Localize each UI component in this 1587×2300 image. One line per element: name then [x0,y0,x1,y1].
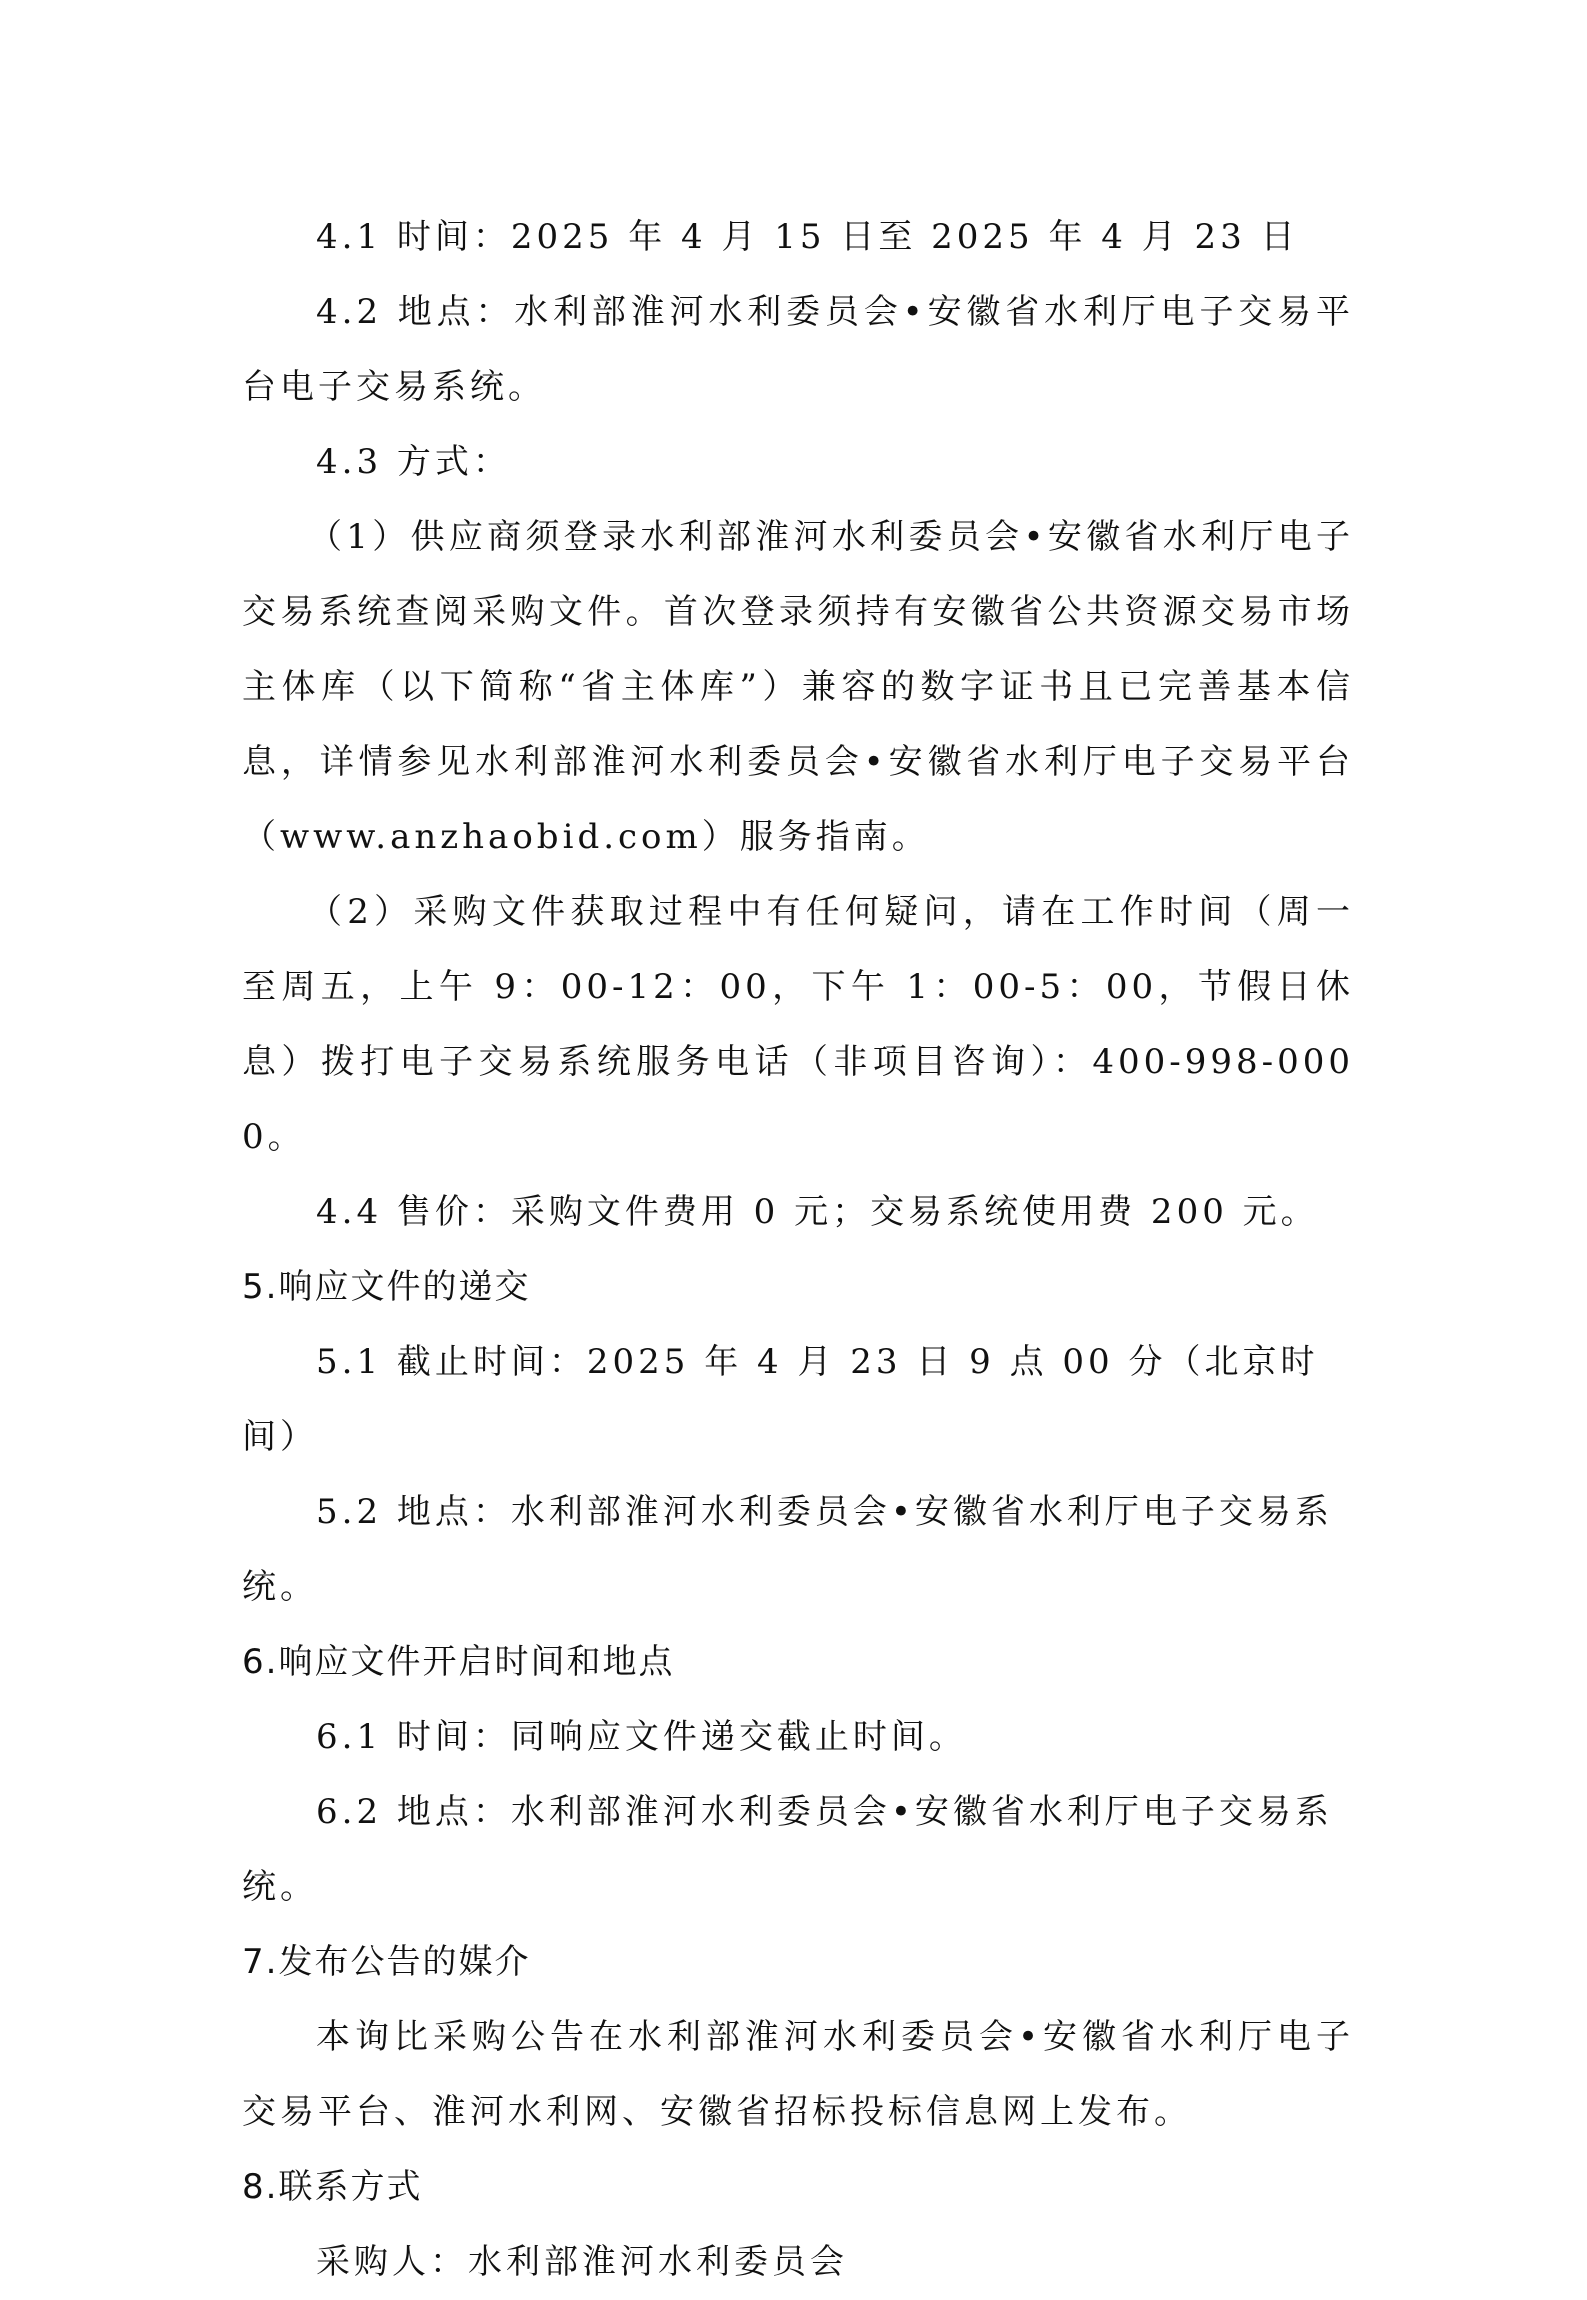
section-7-heading: 7.发布公告的媒介 [242,1942,531,1982]
section-4-3-item-2: （2）采购文件获取过程中有任何疑问，请在工作时间（周一至周五，上午 9：00-12：00，下午 1：00-5：00，节假日休息）拨打电子交易系统服务电话（非项目咨询）：400-998-0000。 [242,892,1354,1157]
document-body [242,200,1354,2300]
section-4-2-location: 4.2 地点：水利部淮河水利委员会•安徽省水利厅电子交易平台电子交易系统。 [242,292,1354,407]
section-6-heading: 6.响应文件开启时间和地点 [242,1642,675,1682]
section-5-heading: 5.响应文件的递交 [242,1267,531,1307]
section-5-2-location: 5.2 地点：水利部淮河水利委员会•安徽省水利厅电子交易系统。 [242,1492,1333,1607]
section-8-heading: 8.联系方式 [242,2167,423,2207]
section-4-3-item-1: （1）供应商须登录水利部淮河水利委员会•安徽省水利厅电子交易系统查阅采购文件。首次登录须持有安徽省公共资源交易市场主体库（以下简称“省主体库”）兼容的数字证书且已完善基本信息，详情参见水利部淮河水利委员会•安徽省水利厅电子交易平台（www.anzhaobid.com）服务指南。 [242,517,1354,857]
section-6-2-location: 6.2 地点：水利部淮河水利委员会•安徽省水利厅电子交易系统。 [242,1792,1333,1907]
section-7-body: 本询比采购公告在水利部淮河水利委员会•安徽省水利厅电子交易平台、淮河水利网、安徽省招标投标信息网上发布。 [242,2017,1354,2132]
section-8-buyer: 采购人：水利部淮河水利委员会 [316,2242,848,2282]
section-4-1-time: 4.1 时间：2025 年 4 月 15 日至 2025 年 4 月 23 日 [316,217,1299,257]
section-5-1-deadline: 5.1 截止时间：2025 年 4 月 23 日 9 点 00 分（北京时间） [242,1342,1319,1457]
section-6-1-time: 6.1 时间：同响应文件递交截止时间。 [316,1717,967,1757]
section-4-4-price: 4.4 售价：采购文件费用 0 元；交易系统使用费 200 元。 [316,1192,1319,1232]
section-4-3-method: 4.3 方式： [316,442,511,482]
